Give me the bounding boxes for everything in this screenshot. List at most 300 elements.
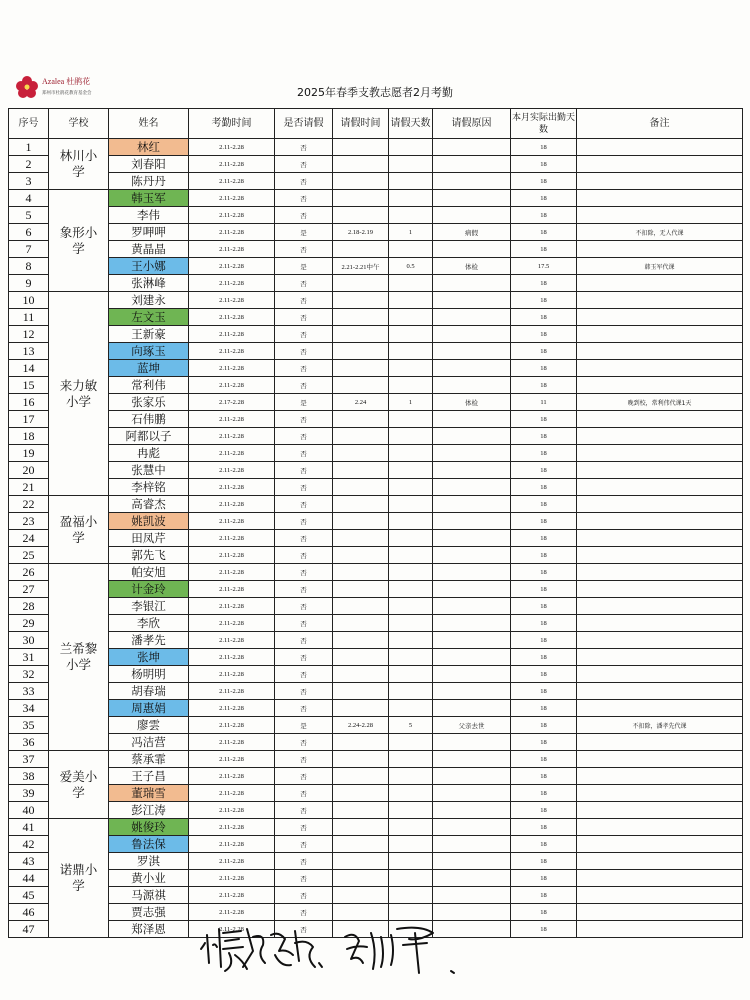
on-leave-cell: 是 (275, 717, 333, 734)
name-cell: 潘孝先 (109, 632, 189, 649)
actual-days-cell: 18 (511, 649, 577, 666)
actual-days-cell: 18 (511, 292, 577, 309)
on-leave-cell: 是 (275, 258, 333, 275)
name-cell: 罗呷呷 (109, 224, 189, 241)
page-title: 2025年春季支教志愿者2月考勤 (297, 86, 453, 99)
table-row (9, 870, 743, 887)
table-row (9, 394, 743, 411)
leave-days-cell (389, 853, 433, 870)
name-cell: 张坤 (109, 649, 189, 666)
attendance-period-cell: 2.11-2.28 (189, 530, 275, 547)
seq-number-cell: 43 (9, 853, 49, 870)
name-cell: 冯洁营 (109, 734, 189, 751)
leave-reason-cell (433, 326, 511, 343)
remark-cell (577, 462, 743, 479)
leave-reason-cell (433, 411, 511, 428)
table-row (9, 717, 743, 734)
name-cell: 郭先飞 (109, 547, 189, 564)
leave-time-cell (333, 207, 389, 224)
leave-time-cell (333, 547, 389, 564)
table-row (9, 785, 743, 802)
actual-days-cell: 18 (511, 343, 577, 360)
leave-reason-cell: 病假 (433, 224, 511, 241)
actual-days-cell: 18 (511, 326, 577, 343)
remark-cell (577, 904, 743, 921)
seq-number-cell: 19 (9, 445, 49, 462)
leave-time-cell (333, 700, 389, 717)
leave-reason-cell: 体检 (433, 394, 511, 411)
leave-time-cell (333, 836, 389, 853)
actual-days-cell: 18 (511, 734, 577, 751)
leave-days-cell (389, 479, 433, 496)
leave-days-cell (389, 785, 433, 802)
on-leave-cell: 否 (275, 275, 333, 292)
remark-cell (577, 326, 743, 343)
remark-cell (577, 615, 743, 632)
handwritten-signatures (195, 915, 475, 985)
name-cell: 姚凯波 (109, 513, 189, 530)
name-cell: 周惠娟 (109, 700, 189, 717)
school-cell: 象形小学 (49, 190, 109, 292)
leave-time-cell (333, 649, 389, 666)
seq-number-cell: 46 (9, 904, 49, 921)
table-row (9, 190, 743, 207)
name-cell: 董瑞雪 (109, 785, 189, 802)
seq-number-cell: 12 (9, 326, 49, 343)
leave-reason-cell (433, 853, 511, 870)
seq-number-cell: 39 (9, 785, 49, 802)
attendance-period-cell: 2.11-2.28 (189, 292, 275, 309)
actual-days-cell: 18 (511, 139, 577, 156)
leave-days-cell (389, 377, 433, 394)
name-cell: 张淋峰 (109, 275, 189, 292)
column-header: 请假原因 (433, 109, 511, 139)
leave-reason-cell (433, 496, 511, 513)
on-leave-cell: 否 (275, 530, 333, 547)
name-cell: 马源祺 (109, 887, 189, 904)
actual-days-cell: 18 (511, 887, 577, 904)
attendance-period-cell: 2.11-2.28 (189, 428, 275, 445)
leave-time-cell (333, 615, 389, 632)
remark-cell: 晚到校，常利伟代课1天 (577, 394, 743, 411)
name-cell: 张慧中 (109, 462, 189, 479)
leave-reason-cell (433, 649, 511, 666)
attendance-period-cell: 2.11-2.28 (189, 819, 275, 836)
name-cell: 常利伟 (109, 377, 189, 394)
name-cell: 罗淇 (109, 853, 189, 870)
on-leave-cell: 否 (275, 904, 333, 921)
remark-cell (577, 156, 743, 173)
actual-days-cell: 18 (511, 241, 577, 258)
on-leave-cell: 是 (275, 224, 333, 241)
seq-number-cell: 10 (9, 292, 49, 309)
attendance-body (9, 139, 743, 938)
leave-reason-cell (433, 292, 511, 309)
leave-reason-cell (433, 870, 511, 887)
seq-number-cell: 33 (9, 683, 49, 700)
table-row (9, 598, 743, 615)
leave-time-cell (333, 887, 389, 904)
leave-reason-cell (433, 275, 511, 292)
remark-cell (577, 581, 743, 598)
table-row (9, 207, 743, 224)
leave-reason-cell (433, 700, 511, 717)
actual-days-cell: 18 (511, 496, 577, 513)
attendance-period-cell: 2.11-2.28 (189, 326, 275, 343)
seq-number-cell: 14 (9, 360, 49, 377)
leave-time-cell (333, 326, 389, 343)
leave-days-cell (389, 173, 433, 190)
leave-time-cell (333, 751, 389, 768)
on-leave-cell: 是 (275, 394, 333, 411)
leave-time-cell (333, 564, 389, 581)
leave-days-cell (389, 819, 433, 836)
actual-days-cell: 18 (511, 547, 577, 564)
leave-time-cell (333, 666, 389, 683)
leave-days-cell: 1 (389, 394, 433, 411)
on-leave-cell: 否 (275, 615, 333, 632)
remark-cell (577, 666, 743, 683)
table-row (9, 734, 743, 751)
leave-time-cell (333, 853, 389, 870)
seq-number-cell: 24 (9, 530, 49, 547)
name-cell: 廖雲 (109, 717, 189, 734)
leave-reason-cell (433, 309, 511, 326)
table-row (9, 173, 743, 190)
leave-days-cell (389, 683, 433, 700)
actual-days-cell: 18 (511, 870, 577, 887)
actual-days-cell: 18 (511, 717, 577, 734)
seq-number-cell: 47 (9, 921, 49, 938)
on-leave-cell: 否 (275, 445, 333, 462)
table-row (9, 343, 743, 360)
attendance-period-cell: 2.11-2.28 (189, 717, 275, 734)
leave-reason-cell (433, 581, 511, 598)
actual-days-cell: 18 (511, 598, 577, 615)
actual-days-cell: 18 (511, 921, 577, 938)
leave-time-cell (333, 598, 389, 615)
attendance-period-cell: 2.11-2.28 (189, 649, 275, 666)
school-cell: 盈福小学 (49, 496, 109, 564)
leave-days-cell (389, 513, 433, 530)
leave-time-cell (333, 377, 389, 394)
remark-cell (577, 853, 743, 870)
remark-cell (577, 870, 743, 887)
remark-cell (577, 173, 743, 190)
remark-cell (577, 513, 743, 530)
leave-time-cell (333, 445, 389, 462)
leave-days-cell (389, 734, 433, 751)
table-row (9, 462, 743, 479)
name-cell: 黄晶晶 (109, 241, 189, 258)
attendance-period-cell: 2.11-2.28 (189, 241, 275, 258)
leave-time-cell (333, 870, 389, 887)
actual-days-cell: 17.5 (511, 258, 577, 275)
on-leave-cell: 否 (275, 870, 333, 887)
remark-cell (577, 547, 743, 564)
on-leave-cell: 否 (275, 139, 333, 156)
leave-days-cell (389, 598, 433, 615)
leave-time-cell (333, 785, 389, 802)
leave-days-cell (389, 496, 433, 513)
leave-days-cell (389, 326, 433, 343)
leave-reason-cell (433, 241, 511, 258)
actual-days-cell: 18 (511, 751, 577, 768)
leave-reason-cell (433, 666, 511, 683)
seq-number-cell: 31 (9, 649, 49, 666)
seq-number-cell: 15 (9, 377, 49, 394)
school-cell: 来力敏小学 (49, 292, 109, 496)
attendance-period-cell: 2.11-2.28 (189, 904, 275, 921)
table-row (9, 649, 743, 666)
leave-time-cell (333, 139, 389, 156)
table-header-row (9, 109, 743, 139)
table-row (9, 479, 743, 496)
actual-days-cell: 18 (511, 360, 577, 377)
seq-number-cell: 27 (9, 581, 49, 598)
column-header: 备注 (577, 109, 743, 139)
leave-reason-cell (433, 615, 511, 632)
seq-number-cell: 2 (9, 156, 49, 173)
leave-reason-cell (433, 819, 511, 836)
attendance-period-cell: 2.11-2.28 (189, 207, 275, 224)
leave-time-cell (333, 309, 389, 326)
leave-days-cell (389, 462, 433, 479)
leave-days-cell (389, 428, 433, 445)
table-row (9, 309, 743, 326)
remark-cell (577, 921, 743, 938)
actual-days-cell: 18 (511, 207, 577, 224)
actual-days-cell: 18 (511, 190, 577, 207)
leave-days-cell (389, 309, 433, 326)
table-row (9, 802, 743, 819)
seq-number-cell: 23 (9, 513, 49, 530)
attendance-period-cell: 2.11-2.28 (189, 479, 275, 496)
attendance-period-cell: 2.11-2.28 (189, 462, 275, 479)
on-leave-cell: 否 (275, 632, 333, 649)
leave-reason-cell (433, 139, 511, 156)
leave-time-cell (333, 683, 389, 700)
on-leave-cell: 否 (275, 802, 333, 819)
school-cell: 林川小学 (49, 139, 109, 190)
attendance-period-cell: 2.11-2.28 (189, 547, 275, 564)
name-cell: 阿都以子 (109, 428, 189, 445)
leave-reason-cell (433, 343, 511, 360)
name-cell: 姚俊玲 (109, 819, 189, 836)
seq-number-cell: 13 (9, 343, 49, 360)
table-row (9, 513, 743, 530)
leave-reason-cell: 体检 (433, 258, 511, 275)
leave-time-cell (333, 343, 389, 360)
name-cell: 王新豪 (109, 326, 189, 343)
name-cell: 郑泽恩 (109, 921, 189, 938)
leave-days-cell (389, 836, 433, 853)
leave-reason-cell (433, 479, 511, 496)
leave-days-cell (389, 768, 433, 785)
seq-number-cell: 1 (9, 139, 49, 156)
actual-days-cell: 18 (511, 836, 577, 853)
actual-days-cell: 18 (511, 224, 577, 241)
on-leave-cell: 否 (275, 190, 333, 207)
name-cell: 蓝坤 (109, 360, 189, 377)
seq-number-cell: 30 (9, 632, 49, 649)
on-leave-cell: 否 (275, 666, 333, 683)
actual-days-cell: 18 (511, 462, 577, 479)
actual-days-cell: 18 (511, 802, 577, 819)
remark-cell (577, 479, 743, 496)
on-leave-cell: 否 (275, 836, 333, 853)
on-leave-cell: 否 (275, 649, 333, 666)
leave-reason-cell (433, 564, 511, 581)
leave-reason-cell: 父亲去世 (433, 717, 511, 734)
table-row (9, 632, 743, 649)
leave-reason-cell (433, 530, 511, 547)
leave-days-cell (389, 649, 433, 666)
on-leave-cell: 否 (275, 411, 333, 428)
actual-days-cell: 18 (511, 615, 577, 632)
on-leave-cell: 否 (275, 683, 333, 700)
leave-reason-cell (433, 547, 511, 564)
table-row (9, 615, 743, 632)
leave-days-cell: 0.5 (389, 258, 433, 275)
leave-time-cell (333, 428, 389, 445)
remark-cell (577, 768, 743, 785)
seq-number-cell: 29 (9, 615, 49, 632)
attendance-period-cell: 2.11-2.28 (189, 173, 275, 190)
attendance-period-cell: 2.11-2.28 (189, 360, 275, 377)
column-header: 序号 (9, 109, 49, 139)
seq-number-cell: 37 (9, 751, 49, 768)
table-row (9, 377, 743, 394)
leave-days-cell (389, 564, 433, 581)
remark-cell (577, 190, 743, 207)
attendance-period-cell: 2.11-2.28 (189, 377, 275, 394)
leave-time-cell (333, 819, 389, 836)
remark-cell (577, 428, 743, 445)
remark-cell (577, 785, 743, 802)
actual-days-cell: 18 (511, 564, 577, 581)
table-row (9, 768, 743, 785)
attendance-period-cell: 2.11-2.28 (189, 411, 275, 428)
leave-reason-cell (433, 190, 511, 207)
column-header: 姓名 (109, 109, 189, 139)
table-row (9, 139, 743, 156)
attendance-period-cell: 2.11-2.28 (189, 632, 275, 649)
actual-days-cell: 18 (511, 428, 577, 445)
remark-cell (577, 700, 743, 717)
actual-days-cell: 18 (511, 173, 577, 190)
seq-number-cell: 21 (9, 479, 49, 496)
attendance-period-cell: 2.11-2.28 (189, 802, 275, 819)
table-row (9, 836, 743, 853)
remark-cell (577, 802, 743, 819)
table-row (9, 275, 743, 292)
leave-time-cell (333, 360, 389, 377)
remark-cell (577, 309, 743, 326)
attendance-period-cell: 2.11-2.28 (189, 343, 275, 360)
name-cell: 王小娜 (109, 258, 189, 275)
remark-cell (577, 496, 743, 513)
table-row (9, 496, 743, 513)
name-cell: 林红 (109, 139, 189, 156)
leave-time-cell: 2.24-2.28 (333, 717, 389, 734)
logo-subtext: 郑州市杜鹃花教育基金会 (42, 91, 92, 96)
leave-reason-cell (433, 513, 511, 530)
on-leave-cell: 否 (275, 496, 333, 513)
on-leave-cell: 否 (275, 768, 333, 785)
seq-number-cell: 36 (9, 734, 49, 751)
table-row (9, 428, 743, 445)
table-row (9, 819, 743, 836)
table-row (9, 241, 743, 258)
seq-number-cell: 7 (9, 241, 49, 258)
remark-cell (577, 598, 743, 615)
on-leave-cell: 否 (275, 785, 333, 802)
leave-time-cell: 2.18-2.19 (333, 224, 389, 241)
on-leave-cell: 否 (275, 360, 333, 377)
name-cell: 胡春瑞 (109, 683, 189, 700)
column-header: 是否请假 (275, 109, 333, 139)
name-cell: 冉彪 (109, 445, 189, 462)
remark-cell (577, 887, 743, 904)
leave-time-cell (333, 581, 389, 598)
name-cell: 李伟 (109, 207, 189, 224)
name-cell: 张家乐 (109, 394, 189, 411)
on-leave-cell: 否 (275, 564, 333, 581)
name-cell: 高睿杰 (109, 496, 189, 513)
seq-number-cell: 18 (9, 428, 49, 445)
on-leave-cell: 否 (275, 173, 333, 190)
leave-days-cell (389, 547, 433, 564)
on-leave-cell: 否 (275, 428, 333, 445)
leave-days-cell (389, 445, 433, 462)
remark-cell (577, 819, 743, 836)
leave-reason-cell (433, 156, 511, 173)
name-cell: 黄小业 (109, 870, 189, 887)
leave-days-cell (389, 241, 433, 258)
leave-time-cell (333, 173, 389, 190)
remark-cell (577, 734, 743, 751)
leave-reason-cell (433, 768, 511, 785)
seq-number-cell: 6 (9, 224, 49, 241)
actual-days-cell: 18 (511, 666, 577, 683)
leave-days-cell (389, 530, 433, 547)
leave-time-cell (333, 734, 389, 751)
table-row (9, 700, 743, 717)
table-row (9, 666, 743, 683)
leave-time-cell (333, 190, 389, 207)
on-leave-cell: 否 (275, 734, 333, 751)
attendance-period-cell: 2.11-2.28 (189, 258, 275, 275)
remark-cell (577, 649, 743, 666)
remark-cell (577, 751, 743, 768)
table-row (9, 292, 743, 309)
leave-days-cell (389, 292, 433, 309)
on-leave-cell: 否 (275, 853, 333, 870)
remark-cell (577, 411, 743, 428)
actual-days-cell: 18 (511, 904, 577, 921)
table-row (9, 887, 743, 904)
on-leave-cell: 否 (275, 887, 333, 904)
leave-reason-cell (433, 802, 511, 819)
attendance-period-cell: 2.11-2.28 (189, 581, 275, 598)
leave-days-cell: 5 (389, 717, 433, 734)
attendance-period-cell: 2.11-2.28 (189, 734, 275, 751)
table-row (9, 445, 743, 462)
leave-reason-cell (433, 445, 511, 462)
table-row (9, 258, 743, 275)
attendance-period-cell: 2.11-2.28 (189, 853, 275, 870)
